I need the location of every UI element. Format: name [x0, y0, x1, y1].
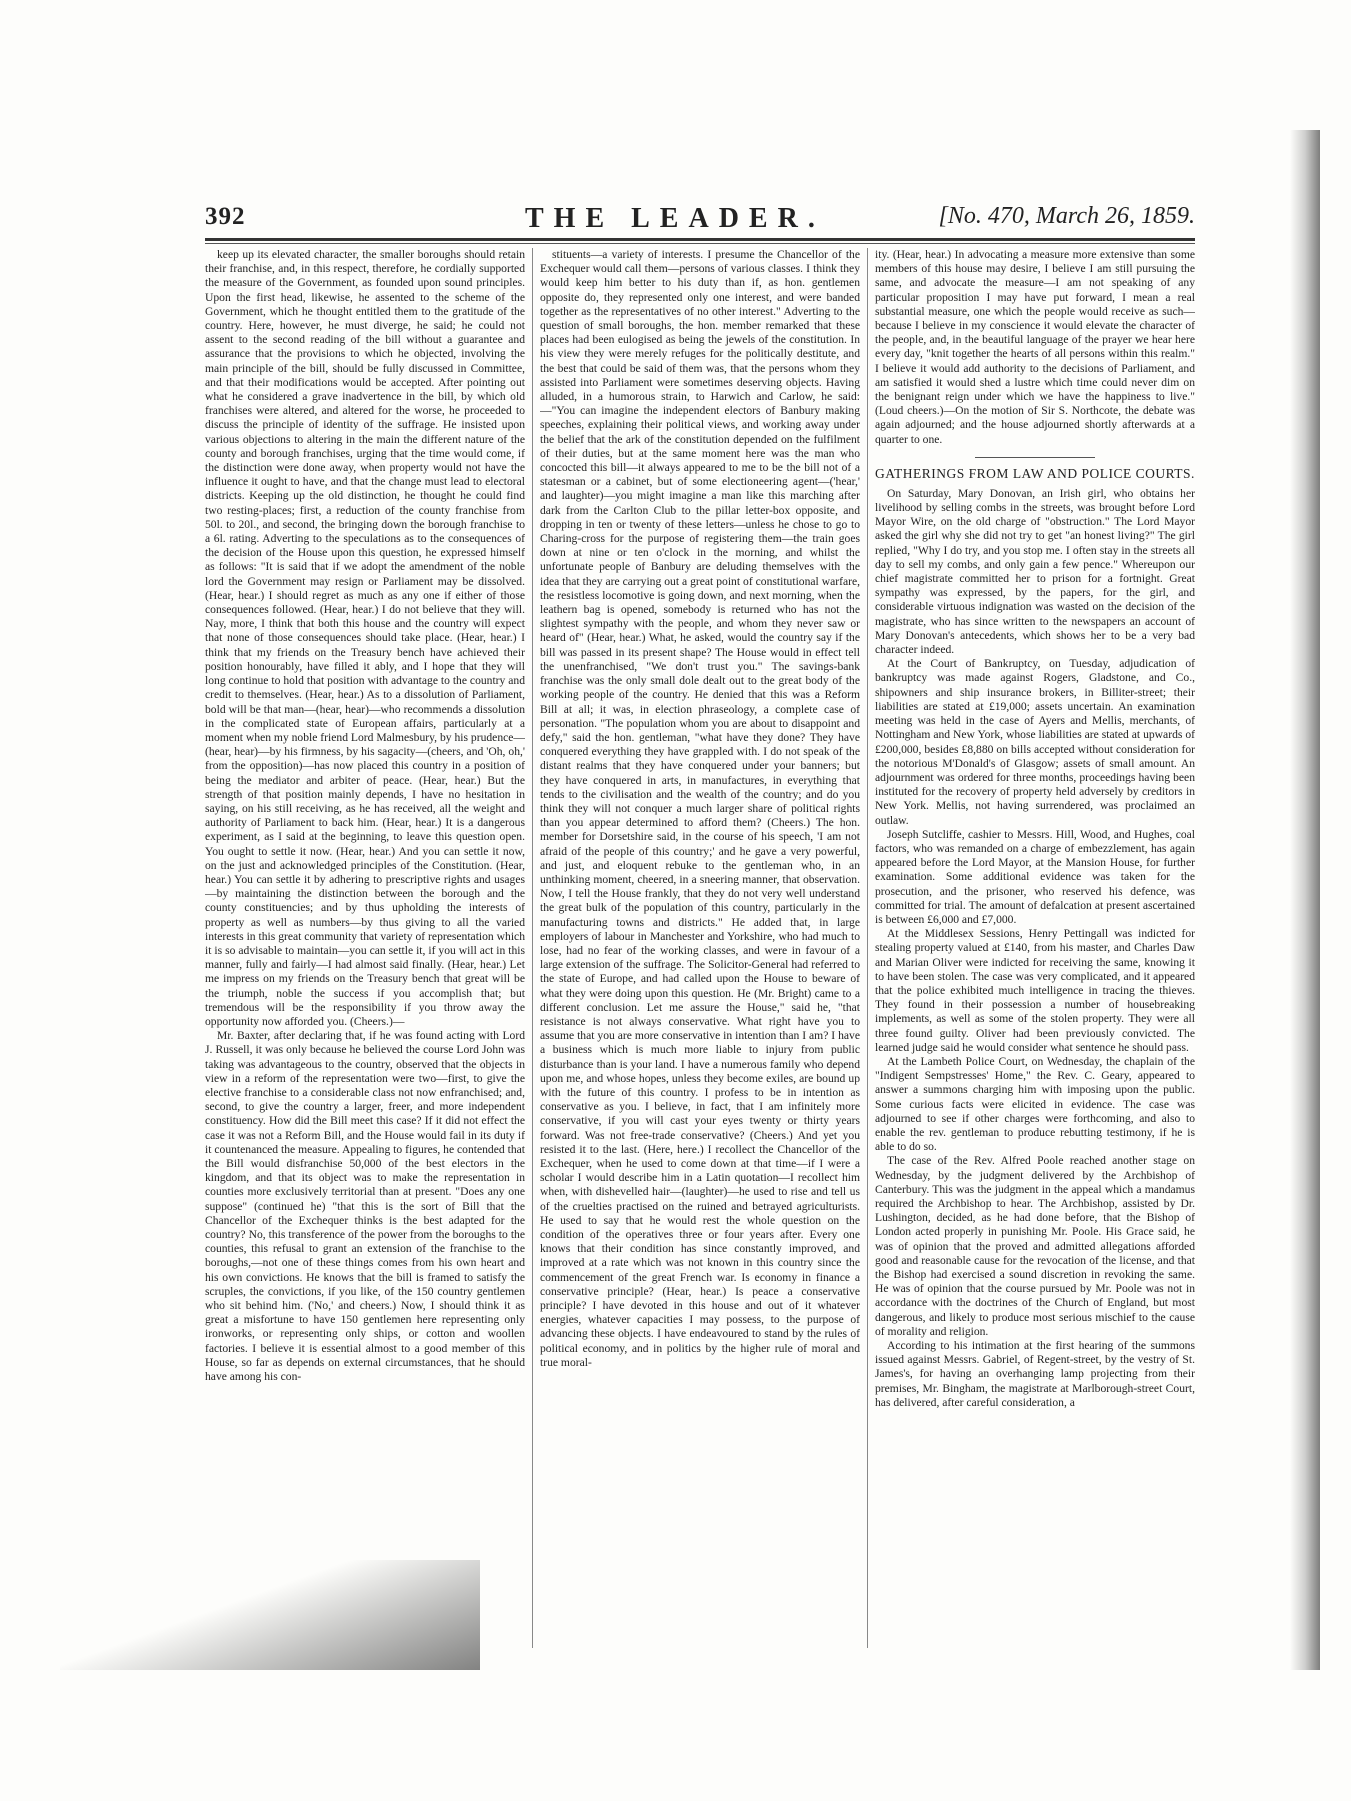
- issue-info: [No. 470, March 26, 1859.: [938, 203, 1195, 229]
- column-divider: [532, 248, 533, 1648]
- paper-title: THE LEADER.: [525, 203, 825, 234]
- column-3-paragraph: The case of the Rev. Alfred Poole reached another stage on Wednesday, by the judgment delivered by the Archbishop of Canterbury. This was the judgment in the appeal which a mandamus required the Archbishop to hear. The Archbishop, assisted by Dr. Lushington, decided, as he had done before, that the Bishop of London acted properly in punishing Mr. Poole. His Grace said, he was of opinion that the proved and admitted allegations afforded good and reasonable cause for the revocation of the license, and that the Bishop had exercised a sound discretion in revoking the same. He was of opinion that the course pursued by Mr. Poole was not in accordance with the doctrines of the Church of England, but most dangerous, and likely to produce most serious mischief to the cause of morality and religion.: [875, 1154, 1195, 1338]
- page-edge-shadow: [1290, 130, 1320, 1670]
- column-2: [540, 248, 860, 1668]
- column-3-paragraph: According to his intimation at the first hearing of the summons issued against Messrs. Gabriel, of Regent-street, by the vestry of St. James's, for having an overhanging lamp projecting from their premises, Mr. Bingham, the magistrate at Marlborough-street Court, has delivered, after careful consideration, a: [875, 1339, 1195, 1409]
- column-3-paragraph: At the Middlesex Sessions, Henry Pettingall was indicted for stealing property valued at £140, from his master, and Charles Daw and Marian Oliver were indicted for receiving the same, knowing it to have been stolen. The case was very complicated, and it appeared that the police exhibited much intelligence in tracing the thieves. They found in their possession a number of housebreaking implements, as well as some of the stolen property. They were all three found guilty. Oliver had been previously convicted. The learned judge said he would consider what sentence he should pass.: [875, 927, 1195, 1054]
- masthead-rule: [205, 238, 1195, 241]
- column-1-paragraph: keep up its elevated character, the smaller boroughs should retain their franchise, and, in this respect, therefore, he cordially supported the measure of the Government, as founded upon sound principles. Upon the first head, likewise, he assented to the scheme of the Government, which he thought entitled them to the gratitude of the country. Here, however, he must diverge, he said; he could not assent to the second reading of the bill without a guarantee and assurance that the provisions to which he objected, involving the main principle of the bill, should be fully discussed in Committee, and that their modifications would be accepted. After pointing out what he considered a grave inadvertence in the bill, by which old franchises were altered, and altered for the worse, he proceeded to discuss the principle of identity of the suffrage. He insisted upon various objections to altering in the main the different nature of the county and borough franchises, urging that the time would come, if the distinction were done away, when property would not have the influence it ought to have, and that the change must lead to electoral districts. Keeping up the old distinction, he thought he could find two resting-places; first, a reduction of the county franchise from 50l. to 20l., and second, the bringing down the borough franchise to a 6l. rating. Adverting to the speculations as to the consequences of the decision of the House upon this question, he expressed himself as follows: "It is said that if we adopt the amendment of the noble lord the Government may resign or Parliament may be dissolved. (Hear, hear.) I should regret as much as any one if either of those consequences followed. (Hear, hear.) I do not believe that they will. Nay, more, I think that both this house and the country will expect that none of those consequences should take place. (Hear, hear.) I think that my friends on the Treasury bench have achieved their position honourably, have filled it ably, and I hope that they will long continue to hold that position with advantage to the country and credit to themselves. (Hear, hear.) As to a dissolution of Parliament, bold will be that man—(hear, hear)—who recommends a dissolution in the complicated state of European affairs, particularly at a moment when my noble friend Lord Malmesbury, by his prudence—(hear, hear)—by his firmness, by his sagacity—(cheers, and 'Oh, oh,' from the opposition)—has now placed this country in a position of being the mediator and arbiter of peace. (Hear, hear.) But the strength of that position mainly depends, I have no hesitation in saying, on his still receiving, as he has received, all the weight and authority of Parliament to back him. (Hear, hear.) It is a dangerous experiment, as I said at the beginning, to leave this question open. You ought to settle it now. (Hear, hear.) And you can settle it now, on the just and acknowledged principles of the Constitution. (Hear, hear.) You can settle it by adhering to prescriptive rights and usages—by maintaining the distinction between the borough and the county constituencies; and by thus upholding the interests of property as well as numbers—by thus giving to all the varied interests in this great community that variety of representation which it is so advisable to maintain—you can settle it, if you will act in this manner, fully and fairly—I had almost said finally. (Hear, hear.) Let me impress on my friends on the Treasury bench that great will be the triumph, noble the success if you accomplish that; but tremendous will be the responsibility if you throw away the opportunity now afforded you. (Cheers.)—: [205, 248, 525, 1028]
- corner-fold-shadow: [60, 1560, 480, 1670]
- column-1-paragraph: Mr. Baxter, after declaring that, if he was found acting with Lord J. Russell, it was only because he believed the course Lord John was taking was advantageous to the country, observed that the objects in view in a reform of the representation were two—first, to give the elective franchise to a considerable class not now enfranchised; and, second, to give the country a larger, freer, and more independent constituency. How did the Bill meet this case? If it did not effect the case it was not a Reform Bill, and the House would fail in its duty if it countenanced the measure. Appealing to figures, he contended that the Bill would disfranchise 50,000 of the best electors in the kingdom, and that its object was to make the representation in counties more exclusively territorial than at present. "Does any one suppose" (continued he) "that this is the sort of Bill that the Chancellor of the Exchequer thinks is the best adapted for the country? No, this transference of the power from the boroughs to the counties, this refusal to grant an extension of the franchise to the boroughs,—not one of these things comes from his own heart and his own convictions. He knows that the bill is framed to satisfy the scruples, the convictions, if you like, of the 150 country gentlemen who sit behind him. ('No,' and cheers.) Now, I should think it as great a misfortune to have 150 gentlemen here representing only ironworks, or representing only ships, or cotton and woollen factories. I believe it is essential almost to a good member of this House, so far as depends on external circumstances, that he should have among his con-: [205, 1029, 525, 1384]
- column-3-paragraph: At the Lambeth Police Court, on Wednesday, the chaplain of the "Indigent Sempstresses' Home," the Rev. C. Geary, appeared to answer a summons charging him with imposing upon the public. Some curious facts were elicited in evidence. The case was adjourned to see if other charges were forthcoming, and also to enable the rev. gentleman to produce rebutting testimony, if he is able to do so.: [875, 1054, 1195, 1154]
- column-3-intro: ity. (Hear, hear.) In advocating a measure more extensive than some members of this house may desire, I believe I am still pursuing the same, and advocate the measure—I am not speaking of any particular proposition I may have put forward, I mean a real substantial measure, one which the people would receive as such—because I believe in my conscience it would elevate the character of the people, and, in the beautiful language of the prayer we hear here every day, "knit together the hearts of all persons within this realm." I believe it would add authority to the decisions of Parliament, and am satisfied it would shed a lustre which time could never dim on the benignant reign under which we have the happiness to live." (Loud cheers.)—On the motion of Sir S. Northcote, the debate was again adjourned; and the house adjourned shortly afterwards at a quarter to one.: [875, 248, 1195, 446]
- page-number: 392: [205, 203, 246, 230]
- column-1: [205, 248, 525, 1668]
- column-3: [875, 248, 1195, 1668]
- masthead-rule-thin: [205, 243, 1195, 244]
- column-3-paragraph: At the Court of Bankruptcy, on Tuesday, adjudication of bankruptcy was made against Rogers, Gladstone, and Co., shipowners and ship insurance brokers, in Billiter-street; their liabilities are stated at £19,000; assets uncertain. An examination meeting was held in the case of Ayers and Mellis, merchants, of Nottingham and New York, whose liabilities are stated at upwards of £200,000, besides £8,880 on bills accepted without consideration for the notorious M'Donald's of Glasgow; assets of small amount. An adjournment was ordered for three months, proceedings having been instituted for the recovery of property held adversely by creditors in New York. Mellis, not having surrendered, was proclaimed an outlaw.: [875, 657, 1195, 827]
- column-2-paragraph: stituents—a variety of interests. I presume the Chancellor of the Exchequer would call them—persons of various classes. I think they would keep him better to his duty than if, as hon. gentlemen opposite do, they represented only one interest, and were banded together as the representatives of no other interest." Adverting to the question of small boroughs, the hon. member remarked that these places had been eulogised as being the jewels of the constitution. In his view they were merely refuges for the politically destitute, and the best that could be said of them was, that the persons whom they assisted into Parliament were sometimes deserving objects. Having alluded, in a humorous strain, to Harwich and Carlow, he said:—"You can imagine the independent electors of Banbury making speeches, explaining their political views, and working away under the belief that the ark of the constitution depended on the fulfilment of their duties, but at the same moment here was the man who concocted this bill—it always appeared to me to be the bill not of a statesman or a cabinet, but of some electioneering agent—('hear,' and laughter)—you might imagine a man like this marching after dark from the Carlton Club to the pillar letter-box opposite, and dropping in ten or twenty of these letters—unless he chose to go to Charing-cross for the purpose of registering them—the train goes down at nine or ten o'clock in the morning, and whilst the unfortunate people of Banbury are deluding themselves with the idea that they are carrying out a great point of constitutional warfare, the resistless locomotive is going down, and next morning, when the leathern bag is opened, somebody is returned who has not the slightest sympathy with the people, and whom they never saw or heard of" (Hear, hear.) What, he asked, would the country say if the bill was passed in its present shape? The House would in effect tell the unenfranchised, "We don't trust you." The savings-bank franchise was the only small dole dealt out to the great body of the working people of the country. He denied that this was a Reform Bill at all; it was, in election phraseology, a complete case of personation. "The population whom you are about to disappoint and defy," said the hon. gentleman, "what have they done? They have conquered everything they have grappled with. I do not speak of the distant realms that they have conquered under your banners; but they have conquered in arts, in manufactures, in everything that tends to the civilisation and the wealth of the country; and do you think they will not conquer a much larger share of political rights than you appear determined to afford them? (Cheers.) The hon. member for Dorsetshire said, in the course of his speech, 'I am not afraid of the people of this country;' and he gave a very powerful, and just, and eloquent rebuke to the gentleman who, in an unthinking moment, cheered, in a sneering manner, that observation. Now, I tell the House frankly, that they do not very well understand the great bulk of the population of this country, particularly in the manufacturing towns and districts." He added that, in large employers of labour in Manchester and Yorkshire, who had much to lose, had no fear of the working classes, and were in favour of a large extension of the suffrage. The Solicitor-General had referred to the state of Europe, and had called upon the House to beware of what they were doing upon this question. He (Mr. Bright) came to a different conclusion. Let me assure the House," said he, "that resistance is not always conservative. What right have you to assume that you are more conservative in intention than I am? I have a business which is much more liable to injury from public disturbance than is your land. I have a numerous family who depend upon me, and whose hopes, unless they become exiles, are bound up with the future of this country. I profess to be in intention as conservative as you. I believe, in fact, that I am infinitely more conservative, if you will cast your eyes twenty or thirty years forward. Was not free-trade conservative? (Cheers.) And yet you resisted it to the last. (Here, here.) I recollect the Chancellor of the Exchequer, when he used to come down at that time—if I were a scholar I would describe him in a Latin quotation—I recollect him when, with dishevelled hair—(laughter)—he used to rise and tell us of the cruelties practised on the ruined and betrayed agriculturists. He used to say that he would rest the whole question on the condition of the operatives three or four years after. Every one knows that their condition has since constantly improved, and improved at a rate which was not known in this country since the commencement of the great French war. Is economy in finance a conservative principle? (Hear, hear.) Is peace a conservative principle? I have devoted in this house and out of it whatever energies, whatever capacities I may possess, to the purpose of advancing these objects. I have endeavoured to stand by the rules of political economy, and in politics by the higher rule of moral and true moral-: [540, 248, 860, 1369]
- column-3-paragraph: On Saturday, Mary Donovan, an Irish girl, who obtains her livelihood by selling combs in the streets, was brought before Lord Mayor Wire, on the old charge of "obstruction." The Lord Mayor asked the girl why she did not try to get "an honest living?" The girl replied, "Why I do try, and you stop me. I often stay in the streets all day to sell my combs, and only gain a few pence." Whereupon our chief magistrate committed her to prison for a fortnight. Great sympathy was expressed, by the papers, for the girl, and considerable virtuous indignation was wasted on the decision of the magistrate, who has since written to the newspapers an account of Mary Donovan's antecedents, which shows her to be a very bad character indeed.: [875, 486, 1195, 657]
- section-heading: GATHERINGS FROM LAW AND POLICE COURTS.: [875, 465, 1195, 481]
- section-divider: [975, 457, 1095, 458]
- masthead: [205, 203, 1195, 233]
- column-3-paragraph: Joseph Sutcliffe, cashier to Messrs. Hill, Wood, and Hughes, coal factors, who was remanded on a charge of embezzlement, has again appeared before the Lord Mayor, at the Mansion House, for further examination. Some additional evidence was taken for the prosecution, and the prisoner, who reserved his defence, was committed for trial. The amount of defalcation at present ascertained is between £6,000 and £7,000.: [875, 827, 1195, 926]
- column-divider: [867, 248, 868, 1648]
- article-columns: [205, 248, 1195, 1668]
